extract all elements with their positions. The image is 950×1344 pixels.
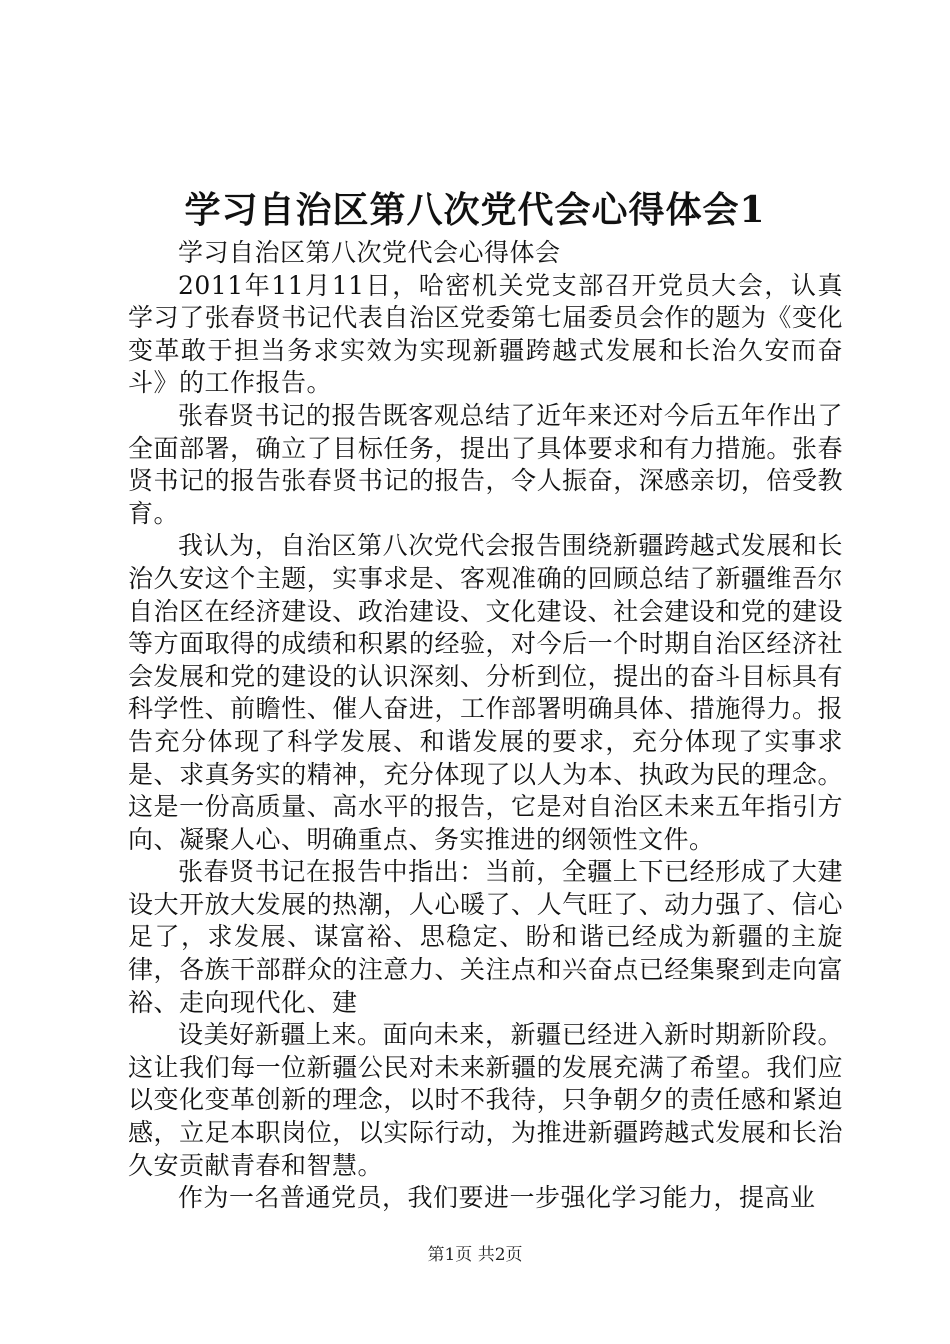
paragraph: 设美好新疆上来。面向未来，新疆已经进入新时期新阶段。这让我们每一位新疆公民对未来新疆的发展充满了希望。我们应以变化变革创新的理念，以时不我待，只争朝夕的责任感和紧迫感，立足本职岗位，以实际行动，为推进新疆跨越式发展和长治久安贡献青春和智慧。 — [128, 1020, 843, 1180]
document-body — [128, 237, 843, 1215]
paragraph: 我认为，自治区第八次党代会报告围绕新疆跨越式发展和长治久安这个主题，实事求是、客观准确的回顾总结了新疆维吾尔自治区在经济建设、政治建设、文化建设、社会建设和党的建设等方面取得的成绩和积累的经验，对今后一个时期自治区经济社会发展和党的建设的认识深刻、分析到位，提出的奋斗目标具有科学性、前瞻性、催人奋进，工作部署明确具体、措施得力。报告充分体现了科学发展、和谐发展的要求，充分体现了实事求是、求真务实的精神，充分体现了以人为本、执政为民的理念。这是一份高质量、高水平的报告，它是对自治区未来五年指引方向、凝聚人心、明确重点、务实推进的纲领性文件。 — [128, 531, 843, 854]
paragraph: 作为一名普通党员，我们要进一步强化学习能力，提高业 — [178, 1183, 816, 1213]
paragraph: 张春贤书记在报告中指出：当前，全疆上下已经形成了大建设大开放大发展的热潮，人心暖了、人气旺了、动力强了、信心足了，求发展、谋富裕、思稳定、盼和谐已经成为新疆的主旋律，各族干部群众的注意力、关注点和兴奋点已经集聚到走向富裕、走向现代化、建 — [128, 857, 843, 1017]
page-footer: 第1页 共2页 — [427, 1245, 523, 1265]
document-title: 学习自治区第八次党代会心得体会1 — [184, 189, 766, 231]
paragraph: 2011年11月11日，哈密机关党支部召开党员大会，认真学习了张春贤书记代表自治区党委第七届委员会作的题为《变化变革敢于担当务求实效为实现新疆跨越式发展和长治久安而奋斗》的工作报告。 — [128, 270, 843, 398]
paragraph: 张春贤书记的报告既客观总结了近年来还对今后五年作出了全面部署，确立了目标任务，提出了具体要求和有力措施。张春贤书记的报告张春贤书记的报告，令人振奋，深感亲切，倍受教育。 — [128, 400, 843, 528]
paragraph-subtitle: 学习自治区第八次党代会心得体会 — [178, 238, 561, 267]
